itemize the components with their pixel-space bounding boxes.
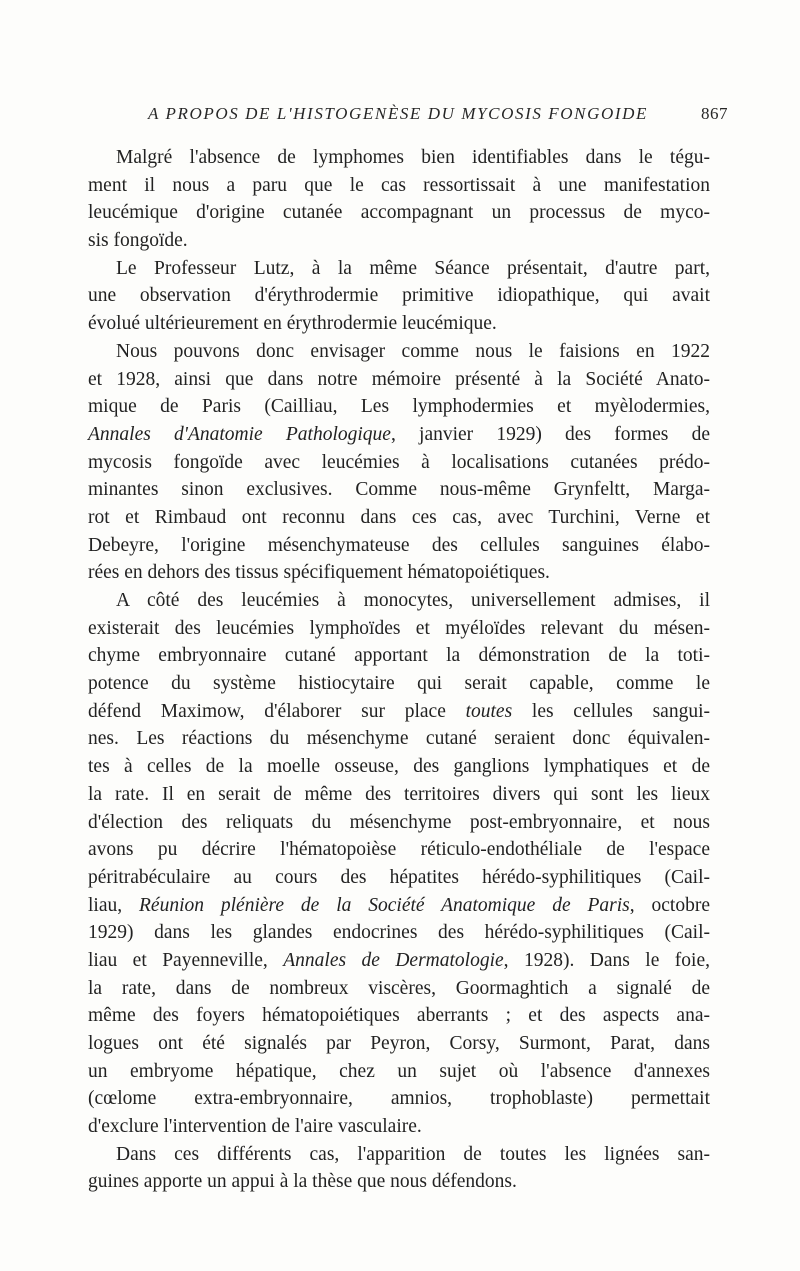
- text-run: liau et Payenneville,: [88, 949, 284, 971]
- text-line: mique de Paris (Cailliau, Les lymphodermies et myèlodermies,: [88, 396, 710, 418]
- text-line: nes. Les réactions du mésenchyme cutané seraient donc équivalen-: [88, 728, 710, 750]
- running-title: A PROPOS DE L'HISTOGENÈSE DU MYCOSIS FONGOIDE: [148, 104, 648, 123]
- text-line: (cœlome extra-embryonnaire, amnios, trophoblaste) permettait: [88, 1088, 710, 1110]
- text-line: la rate, dans de nombreux viscères, Goormaghtich a signalé de: [88, 977, 710, 999]
- text-line: minantes sinon exclusives. Comme nous-même Grynfeltt, Marga-: [88, 479, 710, 501]
- text-line: [88, 421, 710, 449]
- text-line: Le Professeur Lutz, à la même Séance présentait, d'autre part,: [116, 257, 710, 279]
- text-line: évolué ultérieurement en érythrodermie leucémique.: [88, 313, 497, 335]
- citation-italic: Annales de Dermatologie: [283, 949, 504, 971]
- text-line: 1929) dans les glandes endocrines des hérédo-syphilitiques (Cail-: [88, 922, 710, 944]
- text-line: même des foyers hématopoiétiques aberrants ; et des aspects ana-: [88, 1005, 710, 1027]
- text-line: sis fongoïde.: [88, 230, 188, 252]
- text-line: une observation d'érythrodermie primitive idiopathique, qui avait: [88, 285, 710, 307]
- text-run: , 1928). Dans le foie,: [503, 949, 710, 971]
- text-line: d'exclure l'intervention de l'aire vasculaire.: [88, 1116, 422, 1138]
- text-line: mycosis fongoïde avec leucémies à localisations cutanées prédo-: [88, 451, 710, 473]
- body-text: [88, 144, 710, 1196]
- text-line: rot et Rimbaud ont reconnu dans ces cas, avec Turchini, Verne et: [88, 506, 710, 528]
- text-run: les cellules sangui-: [512, 700, 710, 722]
- text-line: [88, 698, 710, 726]
- page-number: 867: [701, 104, 728, 123]
- text-line: péritrabéculaire au cours des hépatites hérédo-syphilitiques (Cail-: [88, 866, 710, 888]
- text-line: avons pu décrire l'hématopoièse réticulo-endothéliale de l'espace: [88, 839, 710, 861]
- text-run: défend Maximow, d'élaborer sur place: [88, 700, 466, 722]
- text-line: rées en dehors des tissus spécifiquement hématopoiétiques.: [88, 562, 550, 584]
- running-head: [88, 104, 728, 130]
- text-line: potence du système histiocytaire qui serait capable, comme le: [88, 673, 710, 695]
- text-line: tes à celles de la moelle osseuse, des ganglions lymphatiques et de: [88, 756, 710, 778]
- text-run: , octobre: [629, 894, 710, 916]
- text-line: un embryome hépatique, chez un sujet où l'absence d'annexes: [88, 1060, 710, 1082]
- text-line: guines apporte un appui à la thèse que nous défendons.: [88, 1171, 517, 1193]
- text-line: d'élection des reliquats du mésenchyme post-embryonnaire, et nous: [88, 811, 710, 833]
- text-line: la rate. Il en serait de même des territoires divers qui sont les lieux: [88, 783, 710, 805]
- text-line: Dans ces différents cas, l'apparition de toutes les lignées san-: [116, 1143, 710, 1165]
- text-line: [88, 892, 710, 920]
- text-line: [88, 947, 710, 975]
- emphasis-italic: toutes: [465, 700, 513, 722]
- text-line: ment il nous a paru que le cas ressortissait à une manifestation: [88, 174, 710, 196]
- text-run: liau,: [88, 894, 139, 916]
- text-line: existerait des leucémies lymphoïdes et myéloïdes relevant du mésen-: [88, 617, 710, 639]
- text-line: leucémique d'origine cutanée accompagnant un processus de myco-: [88, 202, 710, 224]
- text-line: Debeyre, l'origine mésenchymateuse des cellules sanguines élabo-: [88, 534, 710, 556]
- text-line: A côté des leucémies à monocytes, universellement admises, il: [116, 590, 710, 611]
- citation-italic: Annales d'Anatomie Pathologique: [88, 423, 391, 445]
- text-line: et 1928, ainsi que dans notre mémoire présenté à la Société Anato-: [88, 368, 710, 390]
- citation-italic: Réunion plénière de la Société Anatomique de Paris: [139, 894, 630, 916]
- text-line: chyme embryonnaire cutané apportant la démonstration de la toti-: [88, 645, 710, 667]
- text-line: Nous pouvons donc envisager comme nous le faisions en 1922: [116, 340, 710, 362]
- text-line: Malgré l'absence de lymphomes bien identifiables dans le tégu-: [116, 147, 710, 168]
- text-run: , janvier 1929) des formes de: [390, 423, 711, 445]
- text-line: logues ont été signalés par Peyron, Corsy, Surmont, Parat, dans: [88, 1033, 710, 1054]
